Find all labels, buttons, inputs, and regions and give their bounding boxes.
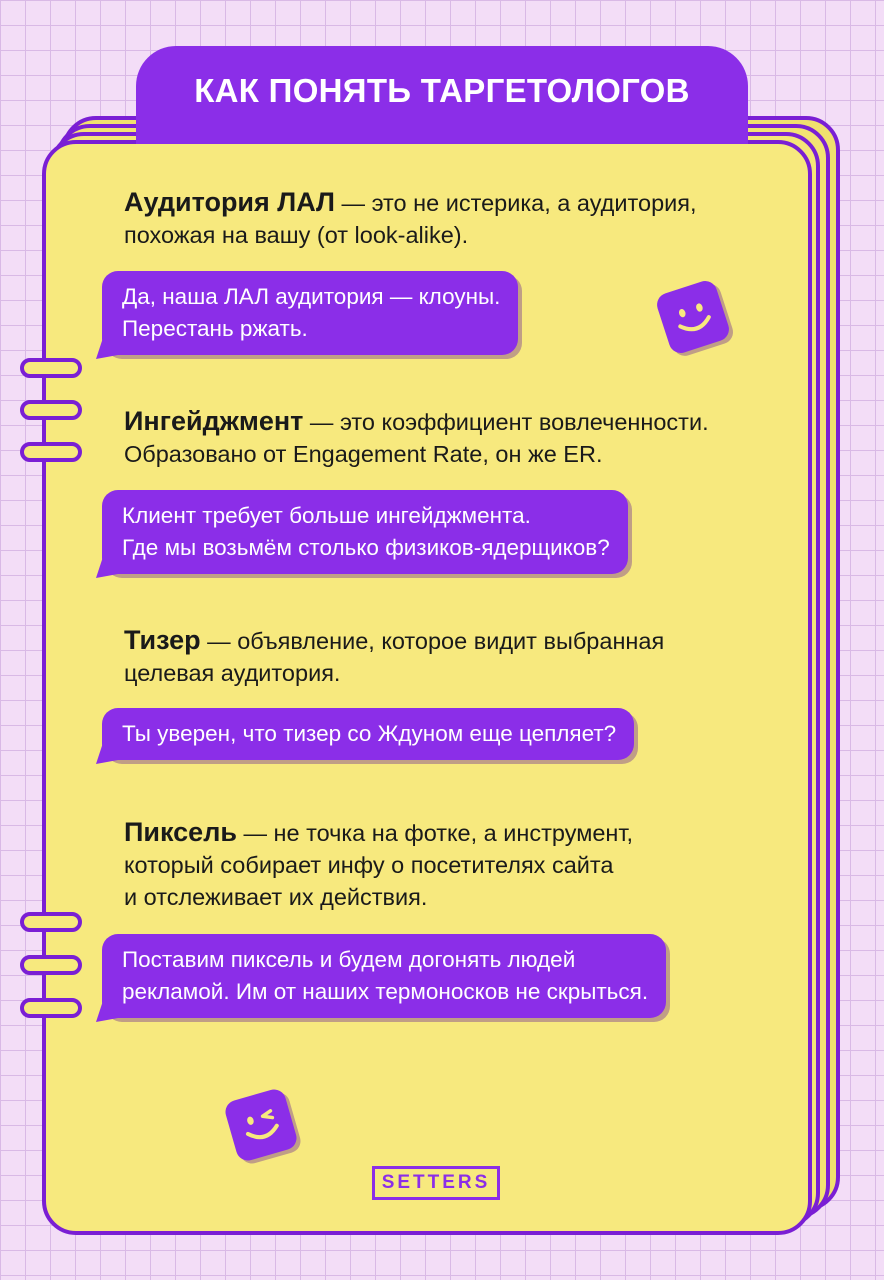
bubble-text: рекламой. Им от наших термоносков не скрыться. <box>122 979 649 1004</box>
binder-ring <box>20 400 82 420</box>
binder-ring <box>20 955 82 975</box>
logo-text: SETTERS <box>381 1172 491 1193</box>
page-title: КАК ПОНЯТЬ ТАРГЕТОЛОГОВ <box>194 72 690 109</box>
setters-logo <box>372 1166 500 1200</box>
bubble-text: Перестань ржать. <box>122 316 308 341</box>
definition-text: Образовано от Engagement Rate, он же ER. <box>124 441 603 467</box>
bubble-text: Поставим пиксель и будем догонять людей <box>122 947 576 972</box>
definition-text: который собирает инфу о посетителях сайта <box>124 852 614 878</box>
definition <box>124 405 804 470</box>
definition-text: — это не истерика, а аудитория, <box>341 190 697 216</box>
definition-text: — это коэффициент вовлеченности. <box>309 409 709 435</box>
definition-text: целевая аудитория. <box>124 660 341 686</box>
definition <box>124 624 804 689</box>
chat-bubble <box>102 708 634 760</box>
definition-text: — объявление, которое видит выбранная <box>207 628 665 654</box>
bubble-text: Клиент требует больше ингейджмента. <box>122 503 531 528</box>
definition <box>124 816 804 913</box>
definition <box>124 186 804 251</box>
binder-ring <box>20 442 82 462</box>
title-tab <box>136 46 748 144</box>
definition-text: и отслеживает их действия. <box>124 884 428 910</box>
chat-bubble <box>102 271 518 355</box>
term: Ингейджмент <box>124 406 304 436</box>
binder-ring <box>20 998 82 1018</box>
chat-bubble <box>102 934 666 1018</box>
term: Аудитория ЛАЛ <box>124 187 336 217</box>
chat-bubble <box>102 490 628 574</box>
bubble-text: Где мы возьмём столько физиков-ядерщиков? <box>122 535 610 560</box>
bubble-text: Ты уверен, что тизер со Ждуном еще цепляет? <box>122 721 617 746</box>
bubble-text: Да, наша ЛАЛ аудитория — клоуны. <box>122 284 501 309</box>
term: Тизер <box>124 625 201 655</box>
definition-text: — не точка на фотке, а инструмент, <box>243 820 634 846</box>
binder-ring <box>20 912 82 932</box>
binder-ring <box>20 358 82 378</box>
definition-text: похожая на вашу (от look-alike). <box>124 222 469 248</box>
term: Пиксель <box>124 817 237 847</box>
